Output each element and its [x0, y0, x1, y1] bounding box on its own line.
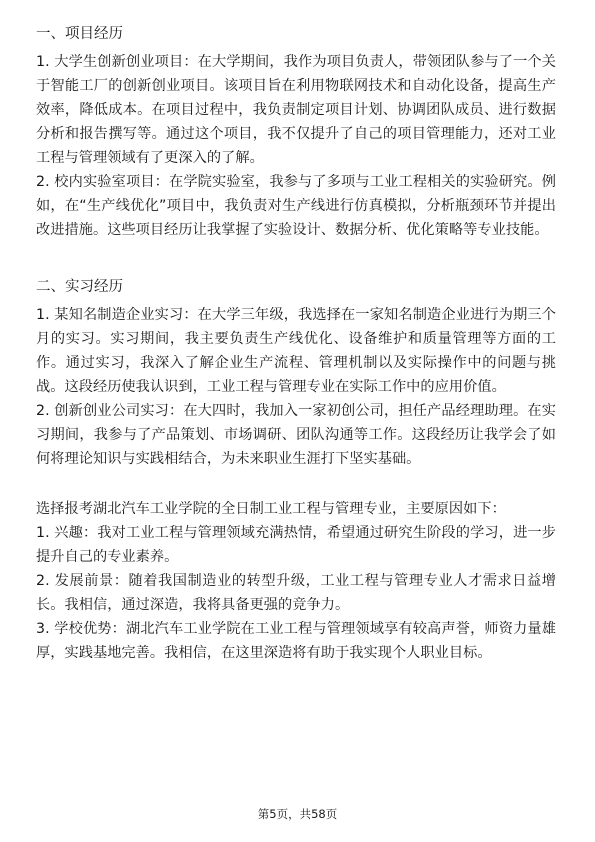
reason-item-1: 1. 兴趣：我对工业工程与管理领域充满热情，希望通过研究生阶段的学习，进一步提升自己的专业素养。 — [36, 525, 556, 565]
section-spacer — [36, 242, 556, 275]
reasons-intro: 选择报考湖北汽车工业学院的全日制工业工程与管理专业，主要原因如下： — [36, 501, 506, 517]
reason-item-2: 2. 发展前景：随着我国制造业的转型升级，工业工程与管理专业人才需求日益增长。我相信，通过深造，我将具备更强的竞争力。 — [36, 573, 556, 613]
section-spacer — [36, 471, 556, 497]
section-heading-internship: 二、实习经历 — [36, 279, 123, 295]
internship-item-2: 2. 创新创业公司实习：在大四时，我加入一家初创公司，担任产品经理助理。在实习期间，我参与了产品策划、市场调研、团队沟通等工作。这段经历让我学会了如何将理论知识与实践相结合，为未来职业生涯打下坚实基础。 — [36, 403, 556, 467]
reason-item-3: 3. 学校优势：湖北汽车工业学院在工业工程与管理领域享有较高声誉，师资力量雄厚，实践基地完善。我相信，在这里深造将有助于我实现个人职业目标。 — [36, 621, 556, 661]
page-body — [36, 22, 556, 665]
section-heading-project: 一、项目经历 — [36, 26, 123, 42]
project-item-1: 1. 大学生创新创业项目：在大学期间，我作为项目负责人，带领团队参与了一个关于智能工厂的创新创业项目。该项目旨在利用物联网技术和自动化设备，提高生产效率，降低成本。在项目过程中，我负责制定项目计划、协调团队成员、进行数据分析和报告撰写等。通过这个项目，我不仅提升了自己的项目管理能力，还对工业工程与管理领域有了更深入的了解。 — [36, 54, 556, 166]
page-number: 第5页，共58页 — [257, 807, 338, 821]
internship-item-1: 1. 某知名制造企业实习：在大学三年级，我选择在一家知名制造企业进行为期三个月的实习。实习期间，我主要负责生产线优化、设备维护和质量管理等方面的工作。通过实习，我深入了解企业生产流程、管理机制以及实际操作中的问题与挑战。这段经历使我认识到，工业工程与管理专业在实际工作中的应用价值。 — [36, 307, 556, 395]
project-item-2: 2. 校内实验室项目：在学院实验室，我参与了多项与工业工程相关的实验研究。例如，在“生产线优化”项目中，我负责对生产线进行仿真模拟，分析瓶颈环节并提出改进措施。这些项目经历让我掌握了实验设计、数据分析、优化策略等专业技能。 — [36, 174, 556, 238]
